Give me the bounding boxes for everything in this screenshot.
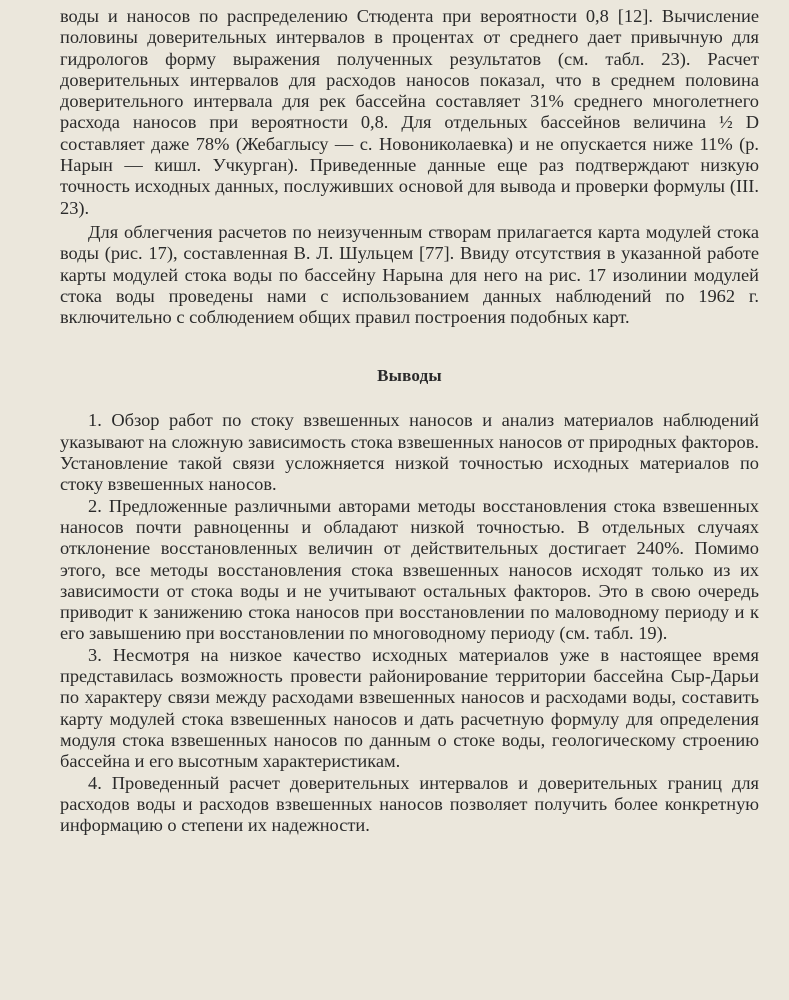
paragraph-continued: воды и наносов по распределению Стюдента при вероятности 0,8 [12]. Вычисление половины доверительных интервалов в процентах от среднего дает привычную для гидрологов форму выражения полученных результатов (см. табл. 23). Расчет доверительных интервалов для расходов наносов показал, что в среднем половина доверительного интервала для рек бассейна составляет 31% среднего многолетнего расхода наносов при вероятности 0,8. Для отдельных бассейнов величина ½ D составляет даже 78% (Жебаглысу — с. Новониколаевка) и не опускается ниже 11% (р. Нарын — кишл. Учкурган). Приведенные данные еще раз подтверждают низкую точность исходных данных, послуживших основой для вывода и проверки формулы (III. 23). — [60, 6, 759, 218]
conclusion-item-1: 1. Обзор работ по стоку взвешенных наносов и анализ материалов наблюдений указывают на сложную зависимость стока взвешенных наносов от природных факторов. Установление такой связи усложняется низкой точностью исходных материалов по стоку взвешенных наносов. — [60, 410, 759, 495]
conclusion-item-4: 4. Проведенный расчет доверительных интервалов и доверительных границ для расходов воды и расходов взвешенных наносов позволяет получить более конкретную информацию о степени их надежности. — [60, 772, 759, 836]
conclusions-list — [60, 410, 759, 836]
section-title: Выводы — [377, 366, 442, 386]
conclusion-item-2: 2. Предложенные различными авторами методы восстановления стока взвешенных наносов почти равноценны и обладают низкой точностью. В отдельных случаях отклонение восстановленных величин от действительных достигает 240%. Помимо этого, все методы восстановления стока взвешенных наносов исходят только из их зависимости от стока воды и не учитывают остальных факторов. Это в свою очередь приводит к занижению стока наносов при восстановлении по маловодному периоду и к его завышению при восстановлении по многоводному периоду (см. табл. 19). — [60, 495, 759, 644]
conclusion-item-3: 3. Несмотря на низкое качество исходных материалов уже в настоящее время представилась возможность провести районирование территории бассейна Сыр-Дарьи по характеру связи между расходами взвешенных наносов и расходами воды, составить карту модулей стока взвешенных наносов и дать расчетную формулу для определения модуля стока взвешенных наносов по данным о стоке воды, геологическому строению бассейна и его высотным характеристикам. — [60, 644, 759, 772]
paragraph-map-note: Для облегчения расчетов по неизученным створам прилагается карта модулей стока воды (рис. 17), составленная В. Л. Шульцем [77]. Ввиду отсутствия в указанной работе карты модулей стока воды по бассейну Нарына для него на рис. 17 изолинии модулей стока воды проведены нами с использованием данных наблюдений по 1962 г. включительно с соблюдением общих правил построения подобных карт. — [60, 221, 759, 328]
